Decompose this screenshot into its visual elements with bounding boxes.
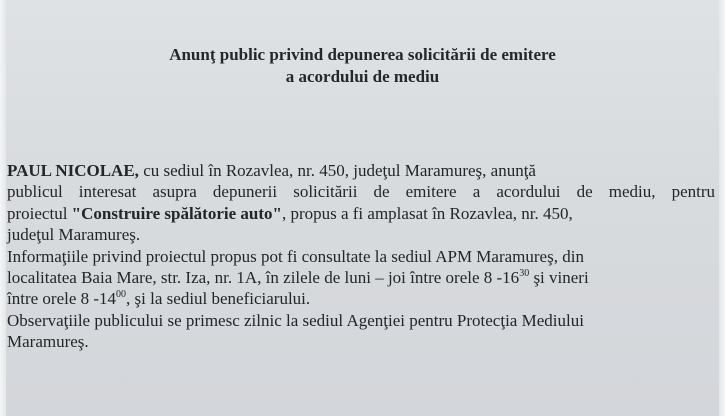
announcement-body	[7, 160, 715, 353]
title-line-2: a acordului de mediu	[285, 67, 440, 86]
paragraph1-line3-suffix: , propus a fi amplasat în Rozavlea, nr. 450,	[281, 203, 573, 223]
paragraph1-line3	[7, 203, 715, 224]
paragraph2-line2	[7, 267, 715, 288]
project-name: "Construire spălătorie auto"	[71, 203, 282, 223]
company-name: PAUL NICOLAE,	[7, 161, 139, 180]
paragraph3-line1: Observaţiile publicului se primesc zilnic la sediul Agenţiei pentru Protecţia Mediului	[7, 310, 584, 330]
paragraph3-line2: Maramureş.	[7, 332, 89, 352]
paragraph1-line1-rest: cu sediul în Rozavlea, nr. 450, judeţul Maramureş, anunţă	[138, 161, 536, 180]
paragraph1-line2: publicul interesat asupra depunerii solicitării de emitere a acordului de mediu, pentru	[7, 182, 715, 202]
time-superscript-00: 00	[116, 289, 127, 301]
paragraph1-line4: judeţul Maramureş.	[7, 225, 141, 245]
paragraph2-line3-prefix: între orele 8 -14	[7, 289, 117, 309]
title-line-1: Anunţ public privind depunerea solicitării de emitere	[169, 45, 556, 64]
paragraph2-line3	[7, 288, 715, 309]
announcement-title	[0, 44, 725, 88]
paragraph2-line2-prefix: localitatea Baia Mare, str. Iza, nr. 1A, în zilele de luni – joi între orele 8 -16	[7, 268, 520, 288]
paragraph1-line3-prefix: proiectul	[7, 203, 72, 223]
time-superscript-30: 30	[519, 268, 530, 280]
paragraph2-line3-suffix: , şi la sediul beneficiarului.	[126, 289, 311, 309]
paragraph1-line1	[7, 160, 715, 181]
paragraph2-line2-suffix: şi vineri	[529, 268, 589, 288]
paragraph2-line1: Informaţiile privind proiectul propus pot fi consultate la sediul APM Maramureş, din	[7, 246, 584, 266]
